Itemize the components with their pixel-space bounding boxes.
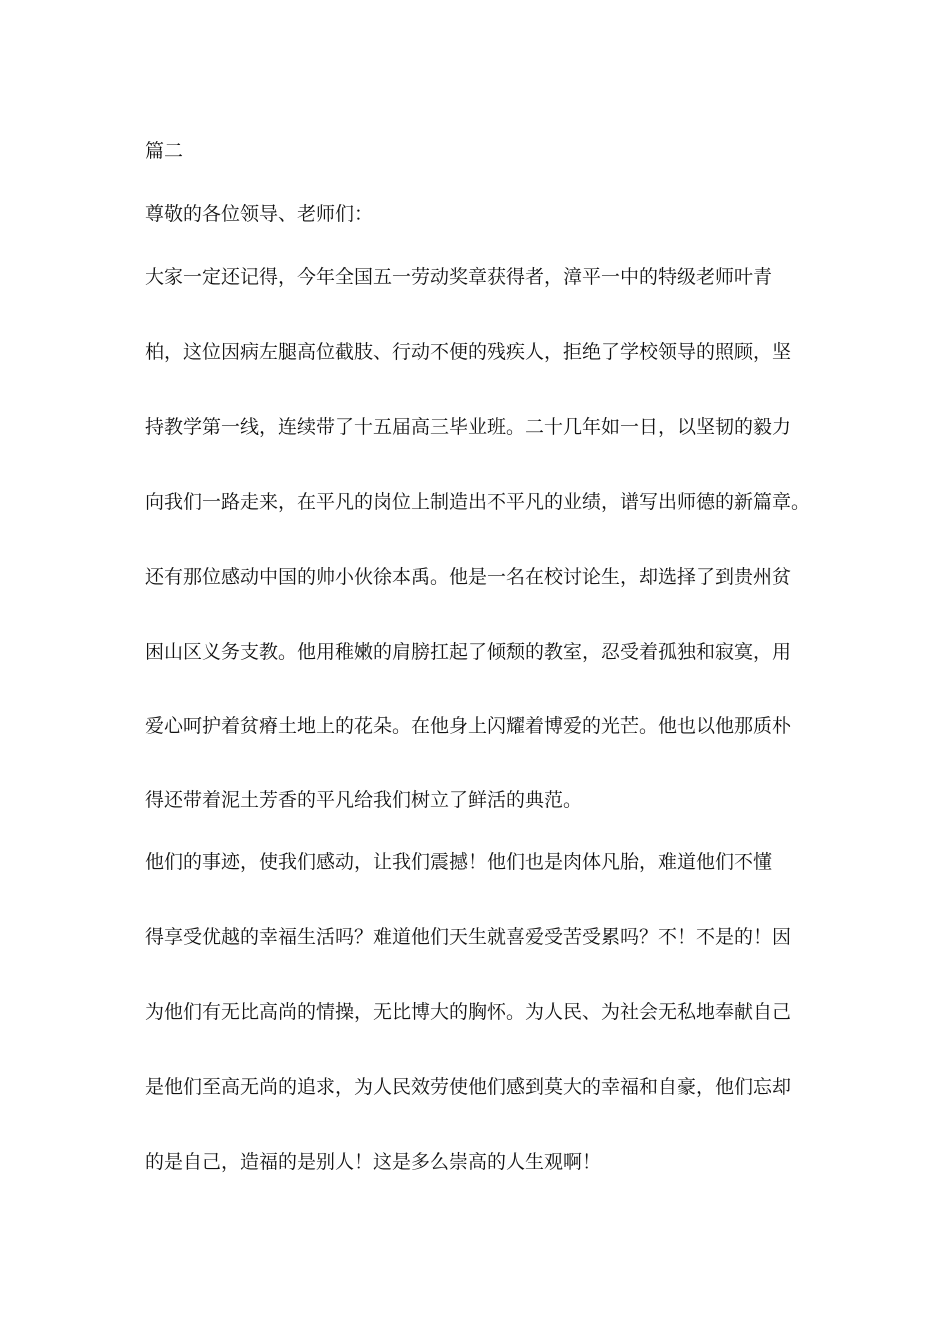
text-line: 柏，这位因病左腿高位截肢、行动不便的残疾人，拒绝了学校领导的照顾，坚 [145,341,792,363]
text-line: 还有那位感动中国的帅小伙徐本禹。他是一名在校讨论生，却选择了到贵州贫 [145,566,792,588]
section-heading: 篇二 [145,140,184,162]
salutation: 尊敬的各位领导、老师们： [145,203,374,225]
text-line: 的是自己，造福的是别人！这是多么崇高的人生观啊！ [145,1151,602,1173]
text-line: 他们的事迹，使我们感动，让我们震撼！他们也是肉体凡胎，难道他们不懂 [145,851,773,873]
text-line: 大家一定还记得，今年全国五一劳动奖章获得者，漳平一中的特级老师叶青 [145,266,773,288]
text-line: 困山区义务支教。他用稚嫩的肩膀扛起了倾颓的教室，忍受着孤独和寂寞，用 [145,641,792,663]
text-line: 爱心呵护着贫瘠土地上的花朵。在他身上闪耀着博爱的光芒。他也以他那质朴 [145,715,792,737]
text-line: 向我们一路走来，在平凡的岗位上制造出不平凡的业绩，谱写出师德的新篇章。 [145,491,811,513]
text-line: 持教学第一线，连续带了十五届高三毕业班。二十几年如一日，以坚韧的毅力 [145,416,792,438]
text-line: 得还带着泥土芳香的平凡给我们树立了鲜活的典范。 [145,789,583,811]
text-line: 为他们有无比高尚的情操，无比博大的胸怀。为人民、为社会无私地奉献自己 [145,1001,792,1023]
text-line: 是他们至高无尚的追求，为人民效劳使他们感到莫大的幸福和自豪，他们忘却 [145,1076,792,1098]
text-line: 得享受优越的幸福生活吗？难道他们天生就喜爱受苦受累吗？不！不是的！因 [145,926,792,948]
